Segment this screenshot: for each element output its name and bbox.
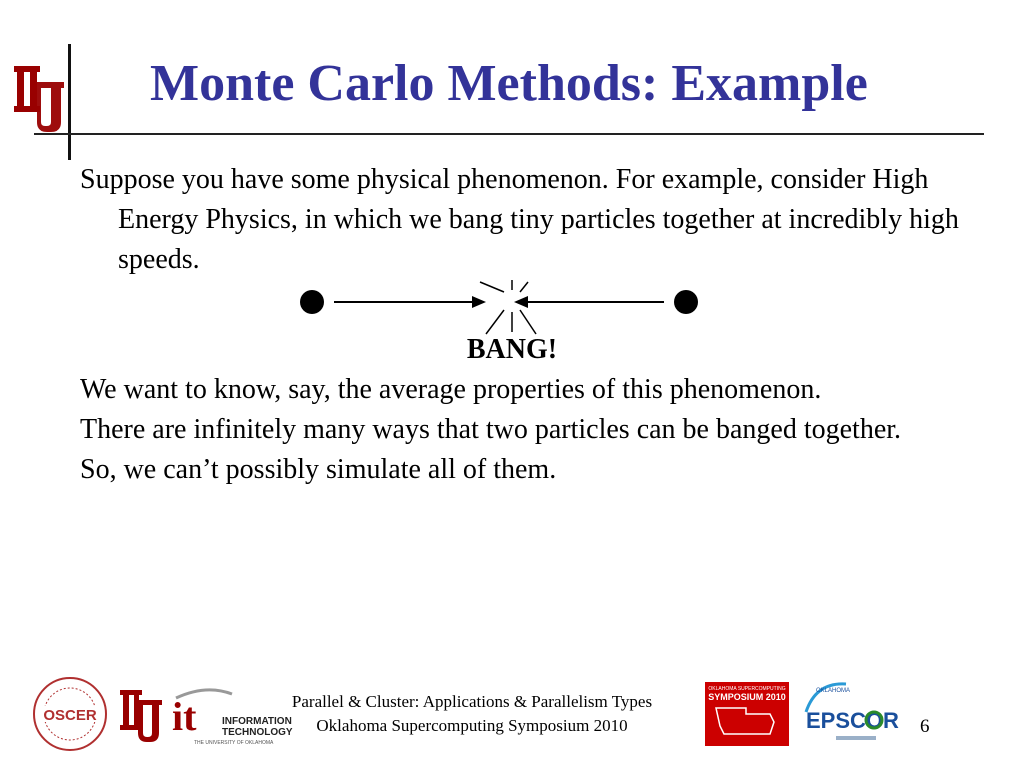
bang-label: BANG! xyxy=(466,334,558,365)
page-number: 6 xyxy=(920,716,930,737)
bullet-average-properties: We want to know, say, the average properties of this phenomenon. xyxy=(80,374,822,405)
svg-text:TECHNOLOGY: TECHNOLOGY xyxy=(222,727,293,738)
slide-body-bottom xyxy=(80,374,960,494)
ou-logo xyxy=(10,58,68,136)
arrow-right-head xyxy=(514,296,528,308)
oscer-logo xyxy=(34,678,106,750)
header-vertical-rule xyxy=(68,44,71,160)
bullet-phenomenon: Suppose you have some physical phenomenon. For example, consider High Energy Physics, in which we bang tiny particles together at incredibly high speeds. xyxy=(80,164,959,275)
epscor-logo xyxy=(806,684,899,740)
footer-event-name: Oklahoma Supercomputing Symposium 2010 xyxy=(316,716,628,735)
svg-text:EPSCOR: EPSCOR xyxy=(806,708,899,733)
svg-text:OKLAHOMA SUPERCOMPUTING: OKLAHOMA SUPERCOMPUTING xyxy=(708,686,786,692)
bullet-infinite-ways: There are infinitely many ways that two particles can be banged together. xyxy=(80,414,902,445)
symposium-logo xyxy=(705,682,789,746)
collision-diagram xyxy=(290,278,710,338)
bullet-cannot-simulate: So, we can’t possibly simulate all of them. xyxy=(80,454,557,485)
svg-text:OSCER: OSCER xyxy=(43,707,97,724)
slide-body-top xyxy=(80,160,960,280)
svg-text:it: it xyxy=(172,694,197,739)
particle-right xyxy=(674,290,698,314)
particle-left xyxy=(300,290,324,314)
svg-text:INFORMATION: INFORMATION xyxy=(222,716,292,727)
svg-text:OKLAHOMA: OKLAHOMA xyxy=(816,688,851,694)
svg-text:SYMPOSIUM 2010: SYMPOSIUM 2010 xyxy=(708,692,786,702)
footer-text xyxy=(252,690,692,738)
slide-title: Monte Carlo Methods: Example xyxy=(150,55,868,112)
footer-course-title: Parallel & Cluster: Applications & Parallelism Types xyxy=(291,692,653,711)
arrow-left-head xyxy=(472,296,486,308)
svg-text:THE UNIVERSITY OF OKLAHOMA: THE UNIVERSITY OF OKLAHOMA xyxy=(194,740,274,746)
ou-footer-logo xyxy=(120,690,162,742)
header-horizontal-rule xyxy=(34,133,984,135)
